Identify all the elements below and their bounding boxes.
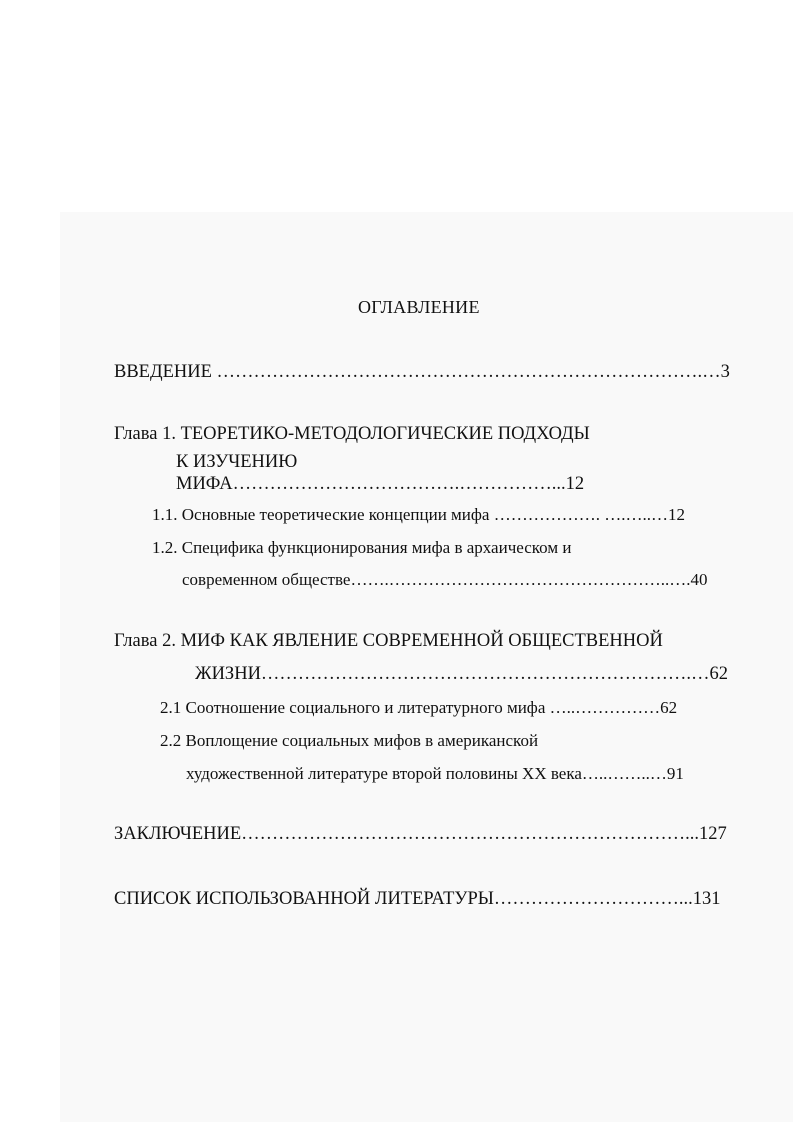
toc-section-1-2-cont[interactable]: современном обществе…….…………………………………………..….40: [182, 570, 708, 589]
page-title: ОГЛАВЛЕНИЕ: [358, 297, 480, 317]
toc-section-2-2-cont[interactable]: художественной литературе второй половины XX века…..……..…91: [186, 764, 684, 783]
toc-entry-introduction[interactable]: ВВЕДЕНИЕ …………………………………………………………………….…3: [114, 362, 730, 382]
toc-section-2-2[interactable]: 2.2 Воплощение социальных мифов в американской: [160, 731, 539, 750]
toc-entry-conclusion[interactable]: ЗАКЛЮЧЕНИЕ………………………………………………………………...127: [114, 824, 727, 844]
toc-section-1-2[interactable]: 1.2. Специфика функционирования мифа в архаическом и: [152, 538, 572, 557]
toc-chapter-1-title-cont[interactable]: К ИЗУЧЕНИЮ: [176, 452, 298, 472]
toc-chapter-2-title[interactable]: Глава 2. МИФ КАК ЯВЛЕНИЕ СОВРЕМЕННОЙ ОБЩЕСТВЕННОЙ: [114, 631, 663, 651]
toc-chapter-1-title[interactable]: Глава 1. ТЕОРЕТИКО-МЕТОДОЛОГИЧЕСКИЕ ПОДХОДЫ: [114, 424, 590, 444]
toc-chapter-2-title-cont[interactable]: ЖИЗНИ…………………………………………………………….…62: [195, 664, 729, 684]
toc-chapter-1-title-end[interactable]: МИФА……………………………….……………...12: [176, 474, 585, 494]
toc-section-1-1[interactable]: 1.1. Основные теоретические концепции мифа ………………. ….…..…12: [152, 505, 685, 524]
toc-entry-bibliography[interactable]: СПИСОК ИСПОЛЬЗОВАННОЙ ЛИТЕРАТУРЫ…………………………...131: [114, 889, 721, 909]
toc-section-2-1[interactable]: 2.1 Соотношение социального и литературного мифа …..……………62: [160, 698, 678, 717]
